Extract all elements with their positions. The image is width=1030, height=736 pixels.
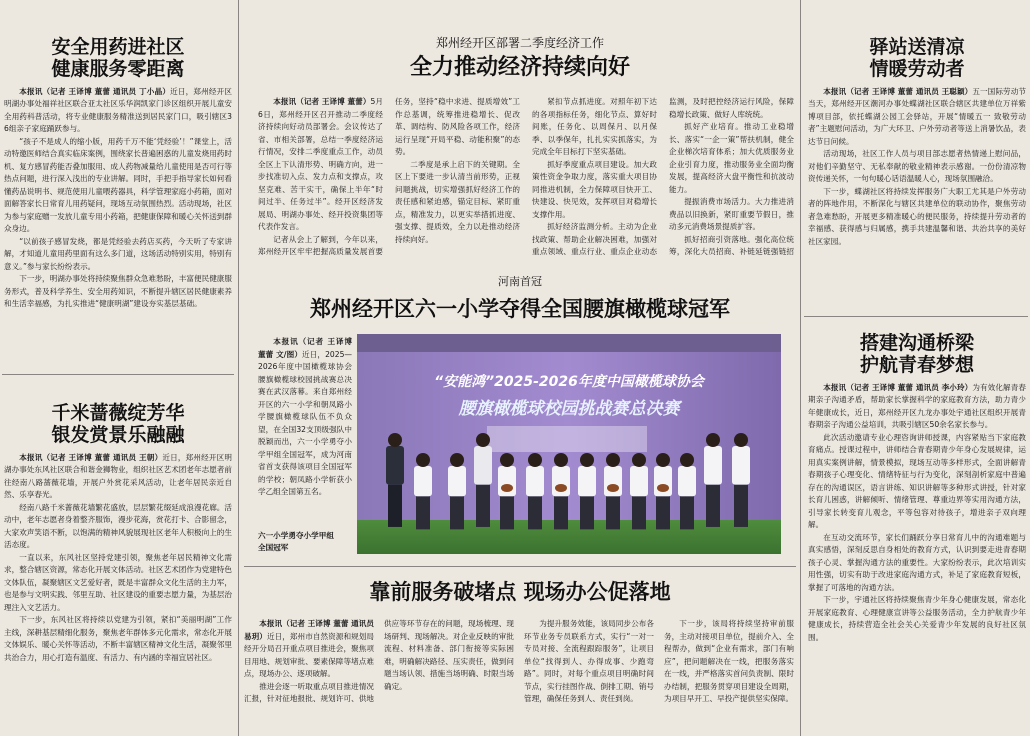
player-jersey <box>578 466 596 496</box>
section-divider <box>244 566 796 567</box>
article-body <box>258 336 352 499</box>
player-head <box>450 453 464 467</box>
player-jersey <box>704 446 722 485</box>
paragraph: 近日，2025—2026年度中国橄榄球协会腰旗橄榄球校园挑战赛总决赛在武汉落幕。来自郑州经开区的六一小学和朝凤路小学腰旗橄榄球队伍不负众望，在全国32支顶级强队中脱颖而出，六一小学勇夺小学甲组全国冠军，成为河南省首支获得该项目全国冠军的学校；朝凤路小学斩获小学乙组全国第五名。 <box>258 349 352 496</box>
article-rose-viewing <box>4 402 232 732</box>
article-body <box>244 618 794 706</box>
player-legs <box>388 485 402 527</box>
headline-line: 安全用药进社区 <box>51 36 185 58</box>
player-legs <box>416 496 430 529</box>
rugby-team-photo <box>357 334 781 554</box>
banner-line: “安能鸿”2025-2026年度中国橄榄球协会 <box>434 374 704 390</box>
right-column <box>804 0 1028 736</box>
player-jersey <box>526 466 544 496</box>
headline-rugby: 郑州经开区六一小学夺得全国腰旗橄榄球冠军 <box>310 296 730 321</box>
player-legs <box>632 496 646 529</box>
player-legs <box>580 496 594 529</box>
player-head <box>554 453 568 467</box>
player-jersey <box>414 466 432 496</box>
player-jersey <box>732 446 750 485</box>
paragraph: 近日，郑州市自然资源和规划局经开分局召开重点项目推进会，聚焦项目用地、规划审批、要素保障等堵点难点，现场办公、逐项破解。 <box>244 631 375 678</box>
paragraph: 在互动交流环节，家长们踊跃分享日常育儿中的沟通难题与真实感悟，深刻反思自身相处的教育方式，认识到要走进青春期孩子心灵、掌握沟通方法的重要性。大家纷纷表示，此次培训实用性强，切实有助于改进家庭沟通方式，补足了家庭教育短板，掌握了可落地的沟通方法。 <box>808 532 1026 592</box>
player-jersey <box>386 446 404 485</box>
rugby-ball <box>501 484 513 492</box>
player-head <box>680 453 694 467</box>
player-head <box>632 453 646 467</box>
article-cooling-station <box>808 36 1026 304</box>
paragraph: 一直以来，东风社区坚持党建引领，聚焦老年居民精神文化需求，整合辖区资源，常态化开展文体活动。社区艺术团作为党建特色文体队伍，凝聚辖区文艺爱好者，既是丰富群众文化生活的主力军，也是参与文明实践、邻里互助、社区建设的重要志愿力量，为基层治理注入文艺活力。 <box>4 552 232 612</box>
article-rugby-body <box>258 336 352 522</box>
player-head <box>416 453 430 467</box>
paragraph: 抓好经济监测分析。主动为企业找政策、帮助企业解决困难，加强对重点领域、重点行业、重点企业动态监测，及时把控经济运行风险，保障稳增长政策、做好人库统统。 <box>532 97 794 256</box>
headline-cooling-station <box>808 36 1026 81</box>
headline-rose-viewing <box>4 402 232 447</box>
column-rule-left <box>238 0 239 736</box>
headline-line: 健康服务零距离 <box>51 58 185 81</box>
team-photo-illustration <box>357 334 781 554</box>
rugby-ball <box>657 484 669 492</box>
caption-line: 全国冠军 <box>258 543 289 552</box>
player-head <box>388 433 402 447</box>
paragraph: 下一步，该局将持续坚持审前服务，主动对接项目单位，提前介入、全程帮办，做到“企业有需求，部门有响应”，把问题解决在一线，把服务落实在一线，并严格落实首问负责制、限时办结制，把服务贯穿项目建设全周期，为项目早开工、早投产提供坚实保障。 <box>664 619 794 703</box>
player-head <box>528 453 542 467</box>
player-head <box>606 453 620 467</box>
player-jersey <box>630 466 648 496</box>
paragraph: 活动现场，社区工作人员与项目部志愿者热情递上慰问品，对他们辛勤坚守、无私奉献的敬业精神表示感谢。一份份清凉物资传递关怀，一句句暖心话语温暖人心，现场氛围融洽。 <box>808 149 1026 184</box>
article-safe-medication <box>4 36 232 362</box>
paragraph: 下一步，蝶湖社区将持续发挥服务广大职工尤其是户外劳动者的阵地作用，不断深化与辖区共建单位的联动协作，聚焦劳动者急难愁盼，开展更多精准暖心的便民服务，持续提升劳动者的幸福感、获得感与归属感，携手共建温馨和谐、共治共享的美好社区家园。 <box>808 186 1026 246</box>
headline-line: 搭建沟通桥梁 <box>859 332 974 354</box>
paragraph: 五一国际劳动节当天，郑州经开区潮河办事处蝶湖社区联合辖区共建单位万祥紫博项目部，依托蝶湖公园工会驿站，开展“情暖五一 致敬劳动者”主题慰问活动，为广大环卫、户外劳动者等送上消暑饮品，表达节日问候。 <box>808 86 1026 146</box>
paragraph: “孩子不是成人的缩小版，用药千万不能‘凭经验’！”课堂上，活动特邀医师结合真实临床案例，围绕家长普遍困惑的儿童发烧用药时机、复方感冒药能否叠加服用、成人药物减量给儿童使用是否可行等热点问题，进行深入浅出的专业讲解。同时，手把手指导家长如何看懂药品说明书、规范使用儿童喂药器具，科学管理家庭小药箱，面对面解答家长日常育儿用药疑问，现场互动氛围热烈。活动现场，社区为参与家庭赠一发放儿童专用小药箱，把健康保障和暖心关怀送到群众身边。 <box>4 136 232 234</box>
headline-service: 靠前服务破堵点 现场办公促落地 <box>369 580 671 604</box>
paragraph: 二季度是承上启下的关键期。全区上下要进一步认清当前形势，正视问题挑战，切实增强抓好经济工作的责任感和紧迫感，锚定目标、紧盯重点，精准发力，以更实举措抓进度、强支撑、提质效，全力以赴推动经济持续向好。 <box>395 159 520 244</box>
player-head <box>706 433 720 447</box>
caption-line: 六一小学勇夺小学甲组 <box>258 531 334 540</box>
player-legs <box>476 485 490 527</box>
paragraph: 抓好季度重点项目建设。加大政策性资金争取力度，落实重大项目协同推进机制，全力保障项目快开工、快建设、快见效，发挥项目对稳增长支撑作用。 <box>532 159 657 219</box>
banner-line: 腰旗橄榄球校园挑战赛总决赛 <box>458 399 680 419</box>
paragraph: 经南八路千米蔷薇花墙繁花盛放，层层繁花缀延成浪漫花廊。活动中，老年志愿者身着整齐服饰，漫步花海，赏花打卡、合影留念，大家欢声笑语不断，以饱满的精神风貌展现社区老年人积极向上的生活态度。 <box>4 502 232 550</box>
headline-safe-medication <box>4 36 232 81</box>
paragraph: 下一步，宇通社区将持续聚焦青少年身心健康发展，常态化开展家庭教育、心理健康宣讲等公益服务活动，全力护航青少年健康成长，持续营造全社会关心关爱青少年发展的良好社区氛围。 <box>808 595 1026 642</box>
byline: 本报讯（记者 王译博 董蕾） <box>273 97 371 106</box>
article-body <box>4 86 232 311</box>
rugby-headline-block <box>244 276 796 330</box>
player-legs <box>528 496 542 529</box>
headline-economy: 全力推动经济持续向好 <box>409 55 630 81</box>
player-legs <box>656 496 670 529</box>
paragraph: 5月6日，郑州经开区召开推动二季度经济持续向好动员部署会。会议传达了省、市相关部署，总结一季度经济运行情况，安排二季度重点工作，动员全区上下认清形势、明确方向，进一步找准切入点、发力点和支撑点，攻坚克难、苦干实干，确保上半年“时间过半、任务过半”。经开区经济发展局、明湖办事处、经开投资集团等代表作发言。 <box>258 97 383 231</box>
section-divider <box>804 316 1028 317</box>
article-communication-bridge <box>808 332 1026 732</box>
player-legs <box>554 496 568 529</box>
headline-line: 驿站送清凉 <box>869 36 965 58</box>
paragraph: 下一步，东风社区将持续以党建为引领，紧扣“美丽明湖”工作主线，深耕基层精细化服务，聚焦老年群体多元化需求，常态化开展文体娱乐、暖心关怀等活动，不断丰富辖区精神文化生活，凝聚邻里共治合力，用心打造有温度、有活力、有内涵的幸福宜居社区。 <box>4 615 232 662</box>
column-rule-right <box>800 0 801 736</box>
headline-communication-bridge <box>808 332 1026 377</box>
kicker-rugby: 河南首冠 <box>498 276 542 288</box>
player-head <box>500 453 514 467</box>
paragraph: “以前孩子感冒发烧，都是凭经验去药店买药，今天听了专家讲解，才知道儿童用药里面有这么多门道，这场活动特别实用，特别有意义。”参与家长纷纷表示。 <box>4 236 232 271</box>
player-head <box>476 433 490 447</box>
player-legs <box>450 496 464 529</box>
headline-line: 银发赏景乐融融 <box>51 424 185 447</box>
player-head <box>656 453 670 467</box>
player-jersey <box>474 446 492 485</box>
headline-line: 千米蔷薇绽芳华 <box>51 402 185 424</box>
player-legs <box>680 496 694 529</box>
rugby-ball <box>607 484 619 492</box>
player-jersey <box>678 466 696 496</box>
player-legs <box>500 496 514 529</box>
article-body <box>808 382 1026 645</box>
paragraph: 推进会逐一听取重点项目推进情况汇报，针对征地报批、规划许可、供地供应等环节存在的问题，现场梳理、现场研判、现场解决。对企业反映的审批流程、材料准备、部门衔接等实际困难，明确解决路径、压实责任，做到问题当场认领、措施当场明确、时限当场确定。 <box>244 619 514 703</box>
article-body <box>4 452 232 665</box>
byline: 本报讯（记者 王译博 董蕾 通讯员 王朝） <box>19 452 163 462</box>
article-body <box>808 86 1026 249</box>
economy-headline-block <box>244 36 796 92</box>
byline: 本报讯（记者 王译博 董蕾 通讯员 王聪颖） <box>823 86 973 96</box>
player-legs <box>706 485 720 527</box>
byline: 本报讯（记者 王译博 董蕾 通讯员 丁小晶） <box>19 86 171 96</box>
player-head <box>734 433 748 447</box>
paragraph: 抓好招商引资落地。强化高位统筹，深化大员招商、补链延链强链招 <box>669 234 794 256</box>
headline-line: 情暖劳动者 <box>869 58 965 81</box>
headline-line: 护航青春梦想 <box>859 354 974 377</box>
player-jersey <box>448 466 466 496</box>
paragraph: 此次活动邀请专业心理咨询讲师授课，内容紧贴当下家庭教育痛点。授课过程中，讲师结合青春期青少年身心发展规律，运用真实案例讲解，情景模拟，现场互动等多样形式，全面讲解青春期孩子心理变化、情绪特征与行为变化，深刻剖析家庭中普遍存在的沟通误区，语言讲练、知识讲解等多种形式讲授，针对家长育儿困惑，讲解倾听、情绪管理、尊重边界等实用沟通方法，引导家长转变育儿观念，平等包容对待孩子，增进亲子双向理解。 <box>808 432 1026 530</box>
player-legs <box>606 496 620 529</box>
paragraph: 提振消费市场活力。大力推进消费品以旧换新，紧盯重要节假日，推动多元消费场景提质扩容。 <box>669 197 794 231</box>
section-divider <box>2 374 234 375</box>
paragraph: 近日，郑州经开区明湖办事处福祥社区联合亚太社区乐华润凯家门诊区组织开展儿童安全用药科普活动，将专业健康服务精准送到居民家门口，吸引辖区36组亲子家庭踊跃参与。 <box>4 86 232 134</box>
byline: 本报讯（记者 王译博 董蕾 文/图） <box>258 337 352 359</box>
byline: 本报讯（记者 王译博 董蕾 通讯员 易玥） <box>244 619 374 641</box>
paragraph: 为有效化解青春期亲子沟通矛盾，帮助家长掌握科学的家庭教育方法，助力青少年健康成长，近日，郑州经开区九龙办事处宇通社区组织开展青春期亲子沟通公益培训，共吸引辖区50余名家长参与。 <box>808 382 1026 430</box>
article-service-body <box>244 618 794 732</box>
paragraph: 下一步，明湖办事处将持续聚焦群众急难愁盼，丰富便民健康服务形式，普及科学养生、安全用药知识，不断提升辖区居民健康素养和生活幸福感，为扎实推进“健康明湖”建设夯实基层基础。 <box>4 274 232 309</box>
paragraph: 紧扣节点抓进度。对照年初下达的各项指标任务，细化节点、算好时间账，任务化、以周保月、以月保季、以季保年，扎扎实实抓落实，为完成全年目标打下坚实基础。 <box>532 97 657 156</box>
paragraph: 近日，郑州经开区明湖办事处东风社区联合和谐金狮物业，组织社区艺术团老年志愿者前往经南八路蔷薇花墙，开展户外赏花采风活动，让老年居民亲近自然、乐享春光。 <box>4 452 232 500</box>
left-column <box>2 0 234 736</box>
service-headline-block <box>244 580 796 610</box>
byline: 本报讯（记者 王译博 董蕾 通讯员 李小玲） <box>823 382 973 392</box>
paragraph: 记者从会上了解到，今年以来，郑州经开区牢牢把握高质量发展首要任务，坚持“稳中求进、提质增效”工作总基调，统筹推进稳增长、促改革、调结构、防风险各项工作，经济运行呈现“开局平稳、动能积聚”的态势。 <box>258 97 520 256</box>
rugby-ball <box>555 484 567 492</box>
paragraph: 为提升服务效能，该局同步公布各环节业务专员联系方式，实行“一对一专员对接、全流程跟踪服务”，让项目单位“找得到人、办得成事、少跑弯路”。同时，对每个重点项目明确时间节点，实行挂图作战、倒排工期、销号管理，确保任务到人、责任到岗。 <box>524 619 654 703</box>
paragraph: 抓好产业培育。推动工业稳增长、落实“一企一策”帮扶机制，健全企业梯次培育体系；加大优质服务业企业引育力度，推动服务业全面均衡发展，提高经济大盘平衡性和抗波动能力。 <box>669 122 794 194</box>
kicker-economy: 郑州经开区部署二季度经济工作 <box>435 36 604 50</box>
player-head <box>580 453 594 467</box>
article-body <box>258 96 794 266</box>
article-economy-body <box>258 96 794 266</box>
photo-caption <box>258 530 352 554</box>
player-legs <box>734 485 748 527</box>
